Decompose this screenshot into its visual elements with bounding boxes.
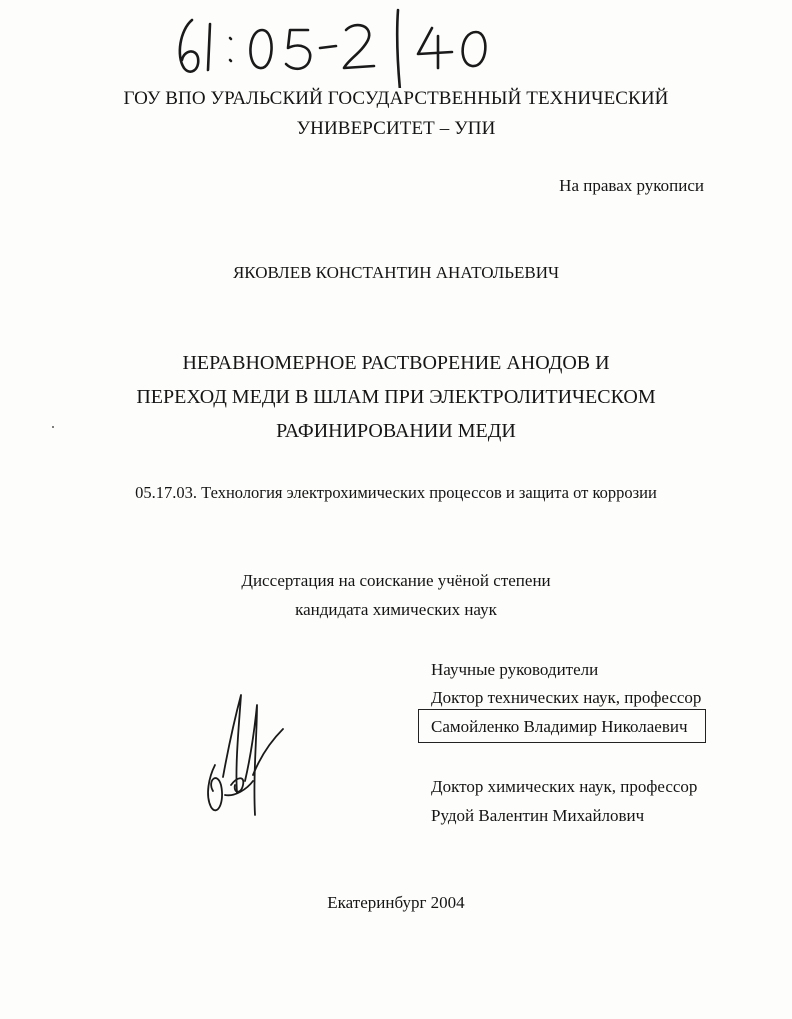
title-line-2: ПЕРЕХОД МЕДИ В ШЛАМ ПРИ ЭЛЕКТРОЛИТИЧЕСКОМ (136, 386, 656, 408)
dissertation-line-2: кандидата химических наук (295, 600, 497, 619)
scan-speck (52, 426, 54, 428)
signature (195, 685, 290, 835)
supervisor-1-degree: Доктор технических наук, профессор (431, 688, 702, 707)
university-line-1: ГОУ ВПО УРАЛЬСКИЙ ГОСУДАРСТВЕННЫЙ ТЕХНИЧЕСКИЙ (123, 88, 669, 109)
university-line-2: УНИВЕРСИТЕТ – УПИ (296, 118, 496, 139)
supervisor-2-name: Рудой Валентин Михайлович (431, 806, 645, 825)
city-year: Екатеринбург 2004 (327, 893, 465, 912)
handwritten-archive-code (170, 8, 510, 88)
supervisors-heading: Научные руководители (431, 660, 599, 679)
supervisor-1-name: Самойленко Владимир Николаевич (431, 717, 688, 736)
rights-note: На правах рукописи (559, 176, 704, 195)
specialty-line: 05.17.03. Технология электрохимических процессов и защита от коррозии (135, 483, 657, 502)
dissertation-line-1: Диссертация на соискание учёной степени (241, 571, 551, 590)
supervisor-2-degree: Доктор химических наук, профессор (431, 777, 698, 796)
title-line-1: НЕРАВНОМЕРНОЕ РАСТВОРЕНИЕ АНОДОВ И (182, 352, 610, 374)
title-line-3: РАФИНИРОВАНИИ МЕДИ (276, 420, 516, 442)
supervisor-1-name-box (418, 709, 706, 743)
author-name: ЯКОВЛЕВ КОНСТАНТИН АНАТОЛЬЕВИЧ (232, 263, 560, 282)
